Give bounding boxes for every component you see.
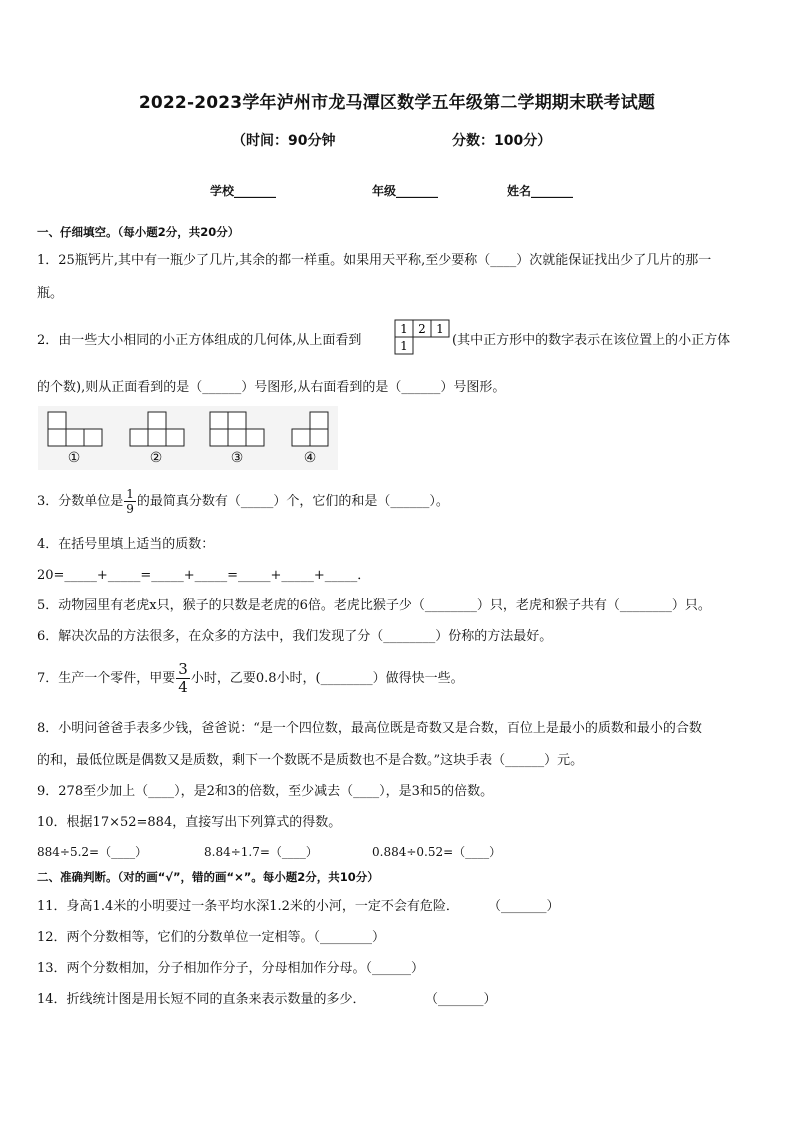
question-2-line-1b: (其中正方形中的数字表示在该位置上的小正方体 [452,333,731,348]
page-title: 2022-2023学年泸州市龙马潭区数学五年级第二学期期末联考试题 [138,93,656,113]
question-14: 14．折线统计图是用长短不同的直条来表示数量的多少． [37,992,366,1007]
shape-label-2: ② [149,450,163,466]
exam-time: （时间：90分钟 [232,133,336,149]
question-7 [37,660,464,698]
school-field: 学校_______ [210,184,277,198]
answer-shapes [38,406,338,470]
question-10-a: 884÷5.2=（____） [37,845,148,859]
fraction-denominator: 9 [126,502,134,516]
question-2-line-2: 的个数),则从正面看到的是（______）号图形,从右面看到的是（______）号图形。 [37,380,506,395]
question-4: 4．在括号里填上适当的质数： [37,537,215,552]
shape-label-4: ④ [303,450,317,466]
question-8-line-1: 8．小明问爸爸手表多少钱，爸爸说：“是一个四位数，最高位既是奇数又是合数，百位上是最小的质数和最小的合数 [37,721,702,736]
question-7-prefix: 7．生产一个零件，甲要 [37,671,176,686]
question-11: 11．身高1.4米的小明要过一条平均水深1.2米的小河，一定不会有危险． [37,899,459,914]
question-11-blank: （_______） [488,899,560,914]
question-14-blank: （_______） [425,992,497,1007]
fraction-three-quarters [176,662,190,695]
question-2-line-1a: 2．由一些大小相同的小正方体组成的几何体,从上面看到 [37,333,362,348]
question-1-line-2: 瓶。 [37,286,64,301]
fraction-one-ninth [124,488,136,515]
question-4-equation: 20=_____+_____=_____+_____=_____+_____+_____． [37,568,371,583]
question-3-suffix: 的最简真分数有（_____）个，它们的和是（______）。 [136,494,449,509]
section-2-heading: 二、准确判断。（对的画“√”，错的画“×”。每小题2分，共10分） [37,870,379,884]
top-view-grid [394,318,450,360]
section-1-heading: 一、仔细填空。（每小题2分，共20分） [37,225,240,239]
question-8-line-2: 的和，最低位既是偶数又是质数，剩下一个数既不是质数也不是合数。”这块手表（______）元。 [37,753,584,768]
question-3-prefix: 3．分数单位是 [37,494,124,509]
question-10: 10．根据17×52=884，直接写出下列算式的得数。 [37,815,342,830]
exam-score: 分数：100分） [452,133,552,149]
shape-label-3: ③ [230,450,244,466]
grade-field: 年级_______ [372,184,439,198]
question-10-b: 8.84÷1.7=（____） [204,845,318,859]
grid-number-1: 1 [400,322,408,336]
question-7-suffix: 小时，乙要0.8小时，(________）做得快一些。 [190,671,464,686]
question-5: 5．动物园里有老虎x只，猴子的只数是老虎的6倍。老虎比猴子少（________）只，老虎和猴子共有（________）只。 [37,598,711,613]
fraction-numerator: 3 [178,660,188,678]
question-1-line-1: 1．25瓶钙片,其中有一瓶少了几片,其余的都一样重。如果用天平称,至少要称（____）次就能保证找出少了几片的那一 [37,253,712,268]
question-6: 6．解决次品的方法很多，在众多的方法中，我们发现了分（________）份称的方法最好。 [37,629,553,644]
grid-number-3: 1 [436,322,444,336]
question-12: 12．两个分数相等，它们的分数单位一定相等。（________） [37,930,386,945]
question-13: 13．两个分数相加，分子相加作分子，分母相加作分母。（______） [37,961,425,976]
question-10-c: 0.884÷0.52=（____） [372,845,502,859]
fraction-numerator: 1 [126,487,134,501]
shape-label-1: ① [67,450,81,466]
grid-number-2: 2 [418,322,426,336]
question-9: 9．278至少加上（____），是2和3的倍数，至少减去（____），是3和5的倍数。 [37,784,494,799]
top-view-grid-svg [394,318,450,356]
grid-number-4: 1 [400,339,408,353]
question-3 [37,487,449,517]
name-field: 姓名_______ [507,184,574,198]
fraction-denominator: 4 [178,678,188,696]
